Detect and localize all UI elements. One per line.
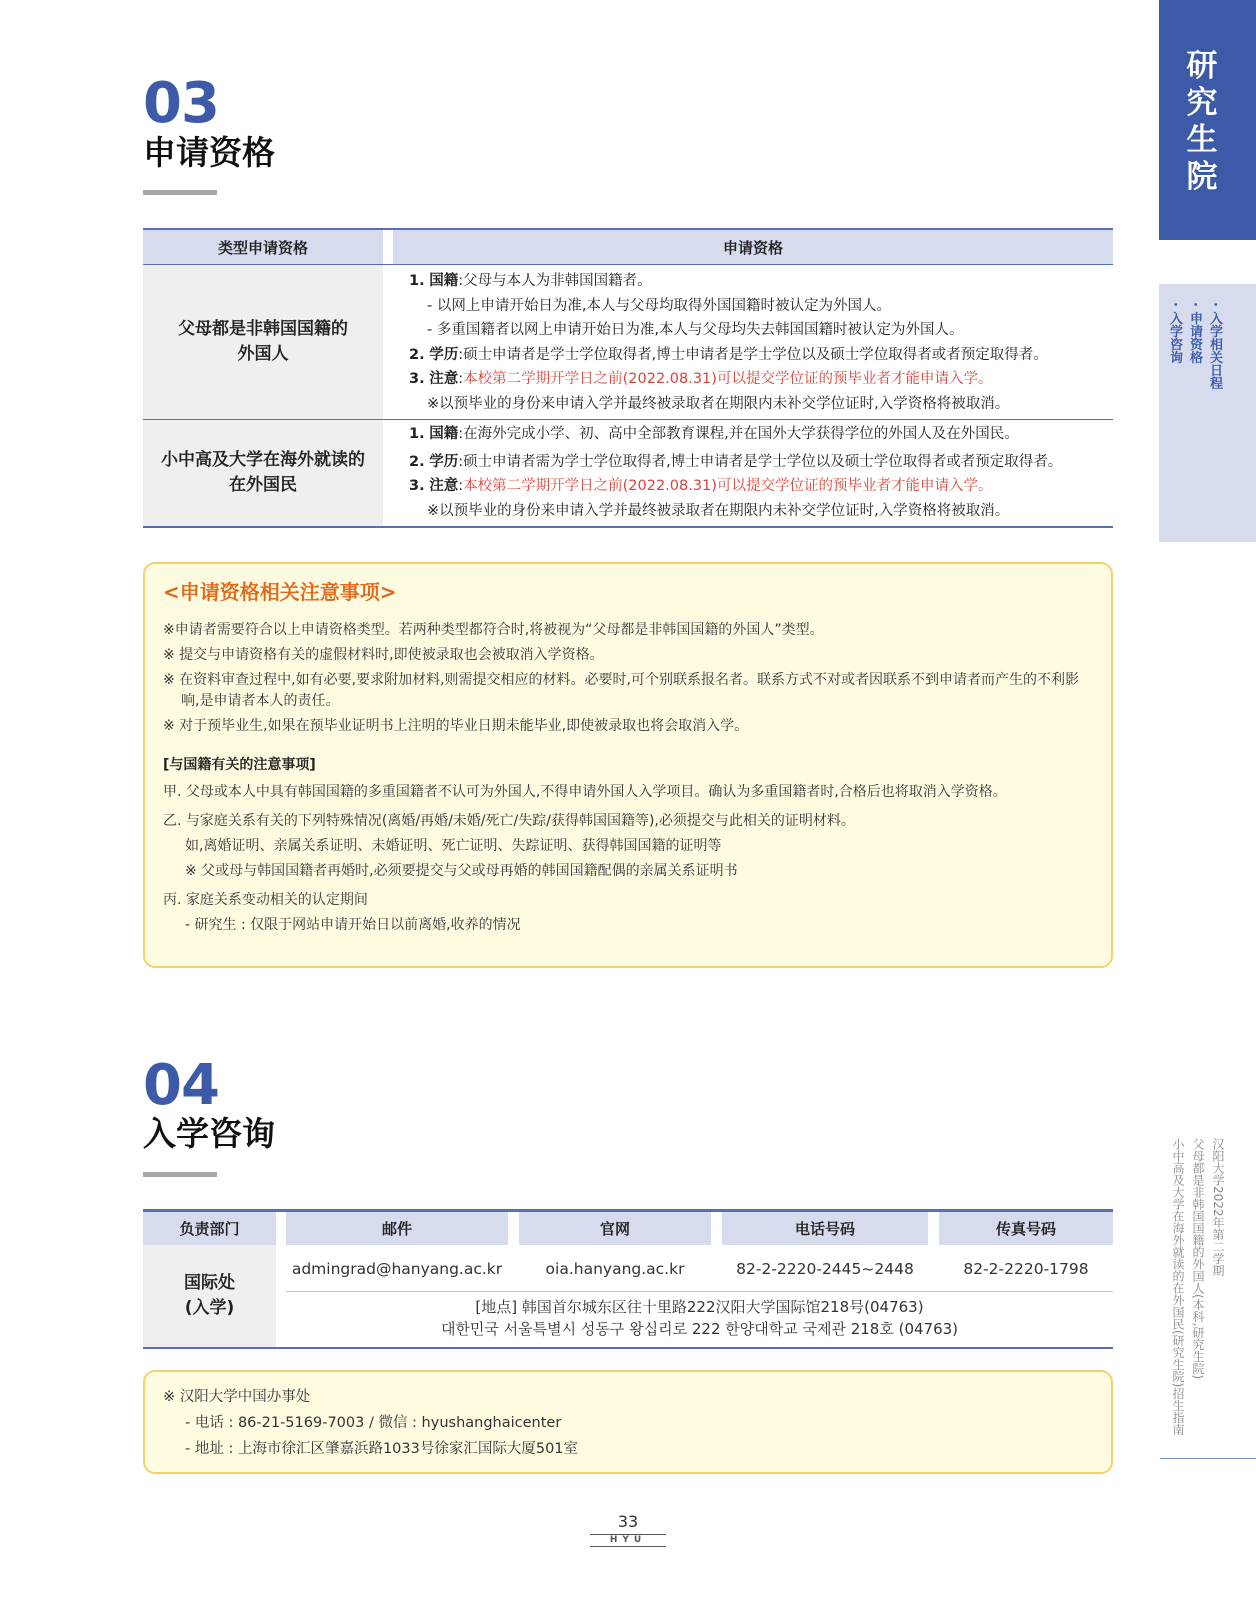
row-qualification: 1. 国籍:在海外完成小学、初、高中全部教育课程,并在国外大学获得学位的外国人及在外国民。 2. 学历:硕士申请者需为学士学位取得者,博士申请者是学士学位以及硕士学位取得者或者预定取得者。 3. 注意:本校第二学期开学日之前(2022.08.31)可以提交学位证的预毕业者才能申请入学。 ※以预毕业的身份来申请入学并最终被录取者在期限内未补交学位证时,入学资格将被取消。 (409, 426, 1063, 519)
section-title: 入学咨询 (143, 1114, 275, 1153)
fax-number: 82-2-2220-1798 (963, 1260, 1089, 1278)
contact-table (143, 1209, 1113, 1349)
office-address: - 地址 : 上海市徐汇区肇嘉浜路1033号徐家汇国际大厦501室 (185, 1441, 579, 1457)
table-header-qualification: 申请资格 (393, 230, 1113, 264)
website-link[interactable]: oia.hanyang.ac.kr (545, 1260, 685, 1278)
table-header-website: 官网 (519, 1212, 711, 1245)
department-cell: 国际处 (入学) (143, 1245, 276, 1347)
notice-box (143, 562, 1113, 968)
table-row (143, 419, 1113, 526)
nationality-subitem: ※ 父或母与韩国国籍者再婚时,必须要提交与父或母再婚的韩国国籍配偶的亲属关系证明书 (185, 863, 738, 879)
email-link[interactable]: admingrad@hanyang.ac.kr (291, 1260, 503, 1278)
nationality-item: 乙. 与家庭关系有关的下列特殊情况(离婚/再婚/未婚/死亡/失踪/获得韩国国籍等),必须提交与此相关的证明材料。 (163, 813, 855, 829)
qualification-table (143, 228, 1113, 528)
office-title: ※ 汉阳大学中国办事处 (163, 1389, 311, 1405)
section-title: 申请资格 (143, 133, 275, 172)
table-header-fax: 传真号码 (939, 1212, 1113, 1245)
section-underline (143, 190, 217, 195)
table-header-phone: 电话号码 (722, 1212, 928, 1245)
table-header-row (143, 230, 1113, 264)
divider (1160, 1458, 1256, 1459)
office-body (163, 1384, 578, 1462)
notice-item: ※ 在资料审查过程中,如有必要,要求附加材料,则需提交相应的材料。必要时,可个别联系报名者。联系方式不对或者因联系不到申请者而产生的不利影响,是申请者本人的责任。 (163, 672, 1079, 709)
phone-number: 82-2-2220-2445~2448 (736, 1260, 914, 1278)
address: [地点] 韩国首尔城东区往十里路222汉阳大学国际馆218号(04763) 대한민국 서울특별시 성동구 왕십리로 222 한양대학교 국제관 218호 (04763) (440, 1298, 959, 1338)
china-office-box (143, 1370, 1113, 1474)
side-menu-item-inquiry[interactable]: · 入学咨询 (1167, 302, 1182, 364)
guide-running-title: 汉阳大学2022年第二学期 父母都是非韩国国籍的外国人(本科,研究生院) 小中高及大学在海外就读的在外国民(研究生院)招生指南 (1171, 1138, 1225, 1436)
section-number: 04 (143, 1053, 219, 1118)
table-header-department: 负责部门 (143, 1212, 276, 1245)
nationality-item: 丙. 家庭关系变动相关的认定期间 (163, 892, 368, 908)
side-tab-label: 研究生院 (1186, 48, 1218, 195)
table-header-email: 邮件 (286, 1212, 508, 1245)
nationality-notice-title: [与国籍有关的注意事项] (163, 757, 316, 773)
page-number: 33 (617, 1512, 639, 1531)
nationality-subitem: 如,离婚证明、亲属关系证明、未婚证明、死亡证明、失踪证明、获得韩国国籍的证明等 (185, 838, 722, 854)
divider (590, 1546, 666, 1547)
notice-body (163, 620, 1093, 940)
notice-item: ※ 提交与申请资格有关的虚假材料时,即使被录取也会被取消入学资格。 (163, 647, 604, 663)
nationality-item: 甲. 父母或本人中具有韩国国籍的多重国籍者不认可为外国人,不得申请外国人入学项目。确认为多重国籍者时,合格后也将取消入学资格。 (163, 784, 1007, 800)
notice-title: <申请资格相关注意事项> (163, 580, 397, 604)
row-type: 小中高及大学在海外就读的 在外国民 (143, 420, 383, 526)
table-row (143, 264, 1113, 419)
notice-item: ※申请者需要符合以上申请资格类型。若两种类型都符合时,将被视为“父母都是非韩国国籍的外国人”类型。 (163, 622, 824, 638)
table-header-type: 类型申请资格 (143, 230, 383, 264)
nationality-subitem: - 研究生 : 仅限于网站申请开始日以前离婚,收养的情况 (185, 917, 521, 933)
section-underline (143, 1172, 217, 1177)
side-menu (1164, 302, 1224, 532)
side-menu-item-schedule[interactable]: · 入学相关日程 (1207, 302, 1222, 390)
hyu-logo: HYU (609, 1535, 647, 1545)
office-contact: - 电话 : 86-21-5169-7003 / 微信 : hyushanghaicenter (185, 1415, 562, 1431)
side-menu-item-qualification[interactable]: · 申请资格 (1187, 302, 1202, 364)
row-type: 父母都是非韩国国籍的 外国人 (143, 265, 383, 419)
notice-item: ※ 对于预毕业生,如果在预毕业证明书上注明的毕业日期未能毕业,即使被录取也将会取消入学。 (163, 718, 749, 734)
section-number: 03 (143, 71, 219, 136)
row-qualification: 1. 国籍:父母与本人为非韩国国籍者。 - 以网上申请开始日为准,本人与父母均取得外国国籍时被认定为外国人。 - 多重国籍者以网上申请开始日为准,本人与父母均失去韩国国籍时被认定为外国人。 2. 学历:硕士申请者是学士学位取得者,博士申请者是学士学位以及硕士学位取得者或者预定取得者。 3. 注意:本校第二学期开学日之前(2022.08.31)可以提交学位证的预毕业者才能申请入学。 ※以预毕业的身份来申请入学并最终被录取者在期限内未补交学位证时,入学资格将被取消。 (409, 273, 1048, 412)
